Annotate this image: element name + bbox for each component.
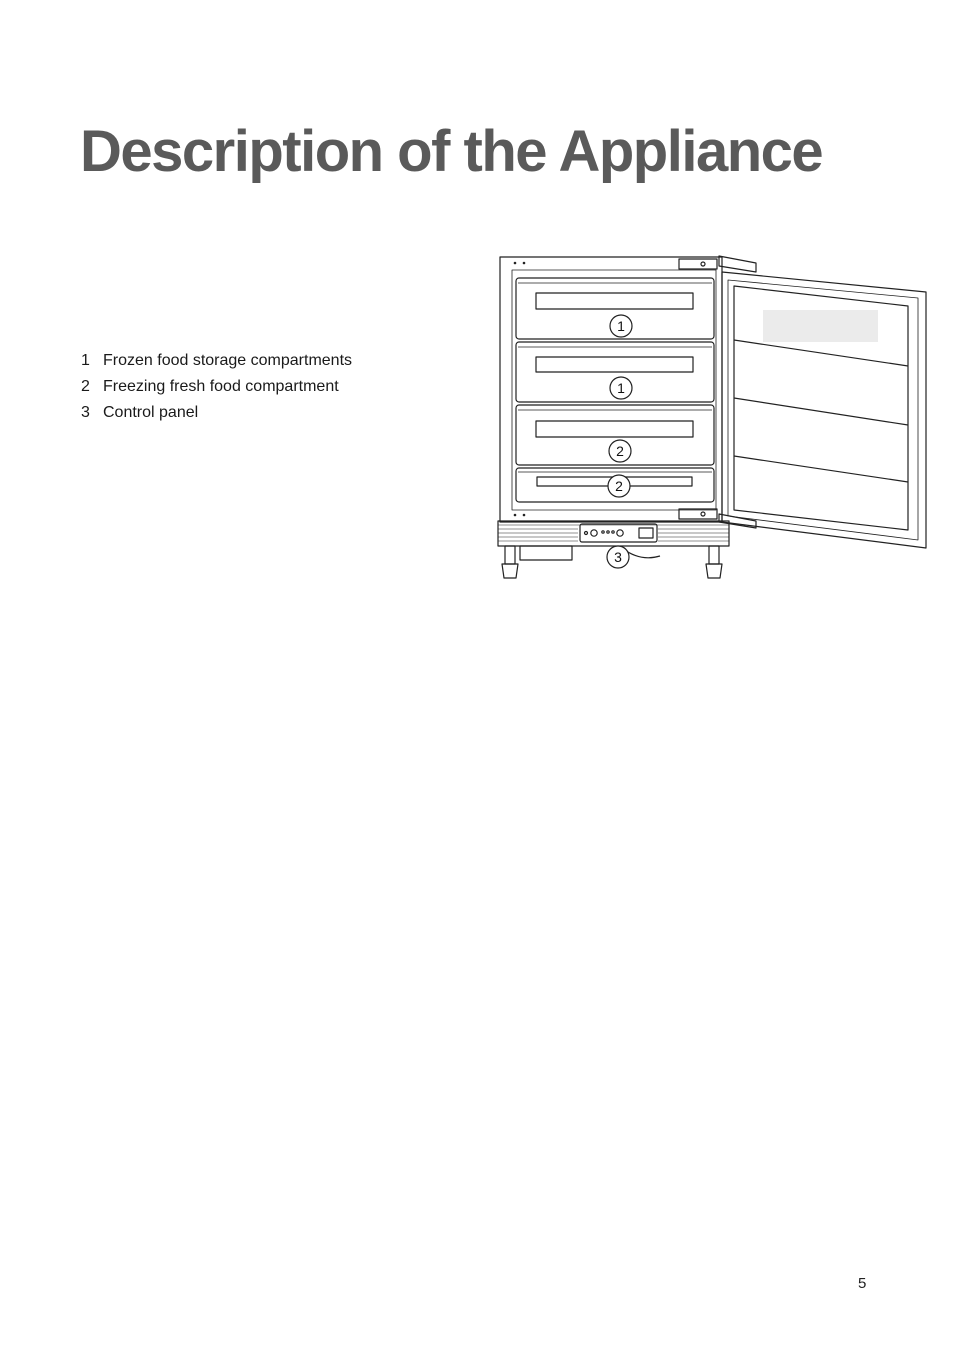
callout-label: 2 — [615, 478, 623, 494]
callout-label: 1 — [617, 318, 625, 334]
callout-1 — [610, 315, 632, 337]
callout-2 — [609, 440, 631, 462]
appliance-diagram — [494, 250, 934, 590]
legend-item — [81, 402, 352, 428]
legend-text: Control panel — [103, 404, 199, 421]
legend-text: Frozen food storage compartments — [103, 352, 353, 369]
legend-number: 1 — [81, 352, 90, 369]
page-number: 5 — [858, 1275, 867, 1292]
legend-number: 2 — [81, 378, 90, 395]
component-legend — [81, 350, 352, 428]
legend-item — [81, 350, 352, 376]
legend-item — [81, 376, 352, 402]
callout-3 — [607, 546, 629, 568]
callout-label: 1 — [617, 380, 625, 396]
callout-label: 3 — [614, 549, 622, 565]
callout-1 — [610, 377, 632, 399]
legend-number: 3 — [81, 404, 90, 421]
open-door — [722, 272, 926, 548]
control-panel — [580, 524, 657, 542]
legend-text: Freezing fresh food compartment — [103, 378, 339, 395]
page-title: Description of the Appliance — [80, 118, 823, 184]
callout-2 — [608, 475, 630, 497]
upper-hinge — [679, 256, 756, 272]
callout-label: 2 — [616, 443, 624, 459]
